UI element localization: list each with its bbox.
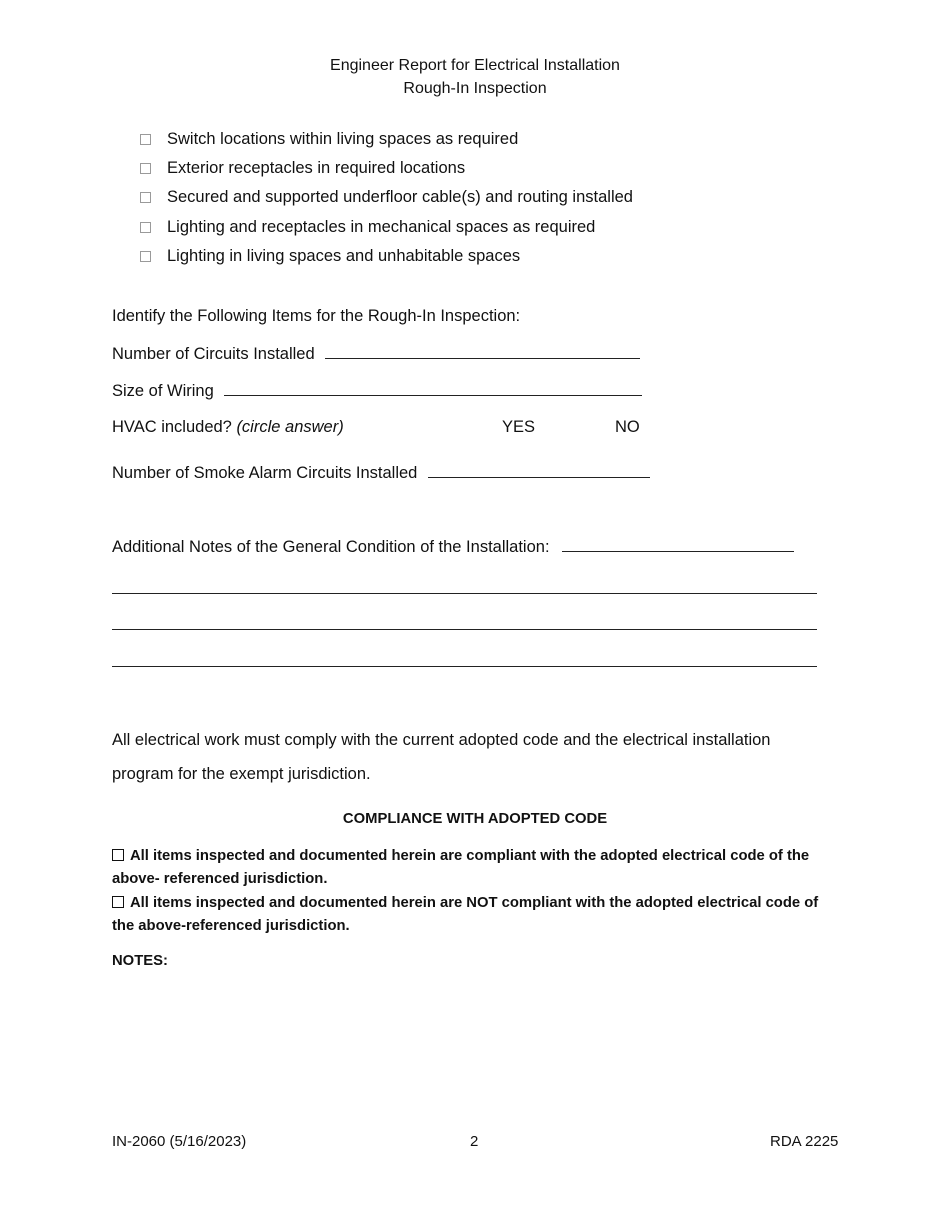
- footer-page-number: 2: [470, 1133, 479, 1150]
- wiring-row: [112, 381, 642, 401]
- compliant-checkbox[interactable]: [112, 849, 124, 861]
- notes-label: Additional Notes of the General Condition of the Installation:: [112, 538, 550, 556]
- checklist-item[interactable]: [140, 245, 520, 267]
- smoke-row: [112, 463, 650, 483]
- compliance-heading: COMPLIANCE WITH ADOPTED CODE: [342, 811, 608, 827]
- checkbox[interactable]: [140, 192, 151, 203]
- footer-form-id: IN-2060 (5/16/2023): [112, 1133, 247, 1150]
- notes-line[interactable]: [112, 666, 817, 667]
- hvac-hint: (circle answer): [236, 418, 344, 436]
- compliance-option-compliant[interactable]: [112, 845, 837, 891]
- checklist-item[interactable]: [140, 186, 633, 208]
- checklist-item[interactable]: [140, 216, 595, 238]
- checklist-item-label: Exterior receptacles in required locations: [167, 158, 466, 177]
- footer-code: RDA 2225: [770, 1133, 839, 1150]
- checkbox[interactable]: [140, 163, 151, 174]
- checklist-item-label: Lighting in living spaces and unhabitable spaces: [167, 246, 521, 265]
- notes-line[interactable]: [112, 593, 817, 594]
- checklist-item[interactable]: [140, 128, 518, 150]
- hvac-yes-option[interactable]: YES: [502, 418, 536, 436]
- circuits-row: [112, 344, 640, 364]
- checklist-item[interactable]: [140, 157, 465, 179]
- checklist-item-label: Switch locations within living spaces as required: [167, 129, 519, 148]
- checkbox[interactable]: [140, 251, 151, 262]
- not-compliant-text: All items inspected and documented herein are NOT compliant with the adopted electrical code of the above-referenced jurisdiction.: [112, 895, 819, 934]
- smoke-label: Number of Smoke Alarm Circuits Installed: [112, 464, 418, 482]
- hvac-no-option[interactable]: NO: [615, 418, 640, 436]
- report-title: Engineer Report for Electrical Installation: [330, 57, 620, 74]
- compliance-paragraph-line1: All electrical work must comply with the current adopted code and the electrical installation: [112, 731, 771, 749]
- smoke-input[interactable]: [428, 463, 650, 478]
- checkbox[interactable]: [140, 134, 151, 145]
- checklist-item-label: Lighting and receptacles in mechanical spaces as required: [167, 217, 596, 236]
- circuits-input[interactable]: [325, 344, 640, 359]
- checkbox[interactable]: [140, 222, 151, 233]
- identify-heading: Identify the Following Items for the Rough-In Inspection:: [112, 307, 521, 325]
- compliance-option-not-compliant[interactable]: [112, 892, 837, 938]
- circuits-label: Number of Circuits Installed: [112, 345, 315, 363]
- wiring-input[interactable]: [224, 381, 642, 396]
- notes-input[interactable]: [562, 537, 794, 552]
- hvac-row: [112, 418, 344, 437]
- wiring-label: Size of Wiring: [112, 382, 214, 400]
- checklist-item-label: Secured and supported underfloor cable(s) and routing installed: [167, 187, 633, 206]
- hvac-label: HVAC included?: [112, 418, 232, 436]
- notes-row: [112, 537, 794, 557]
- compliance-paragraph-line2: program for the exempt jurisdiction.: [112, 765, 371, 783]
- notes-line[interactable]: [112, 629, 817, 630]
- notes-heading: NOTES:: [112, 953, 168, 969]
- report-subtitle: Rough-In Inspection: [403, 80, 547, 97]
- compliant-text: All items inspected and documented herein are compliant with the adopted electrical code of the above- referenced jurisdiction.: [112, 848, 810, 887]
- not-compliant-checkbox[interactable]: [112, 896, 124, 908]
